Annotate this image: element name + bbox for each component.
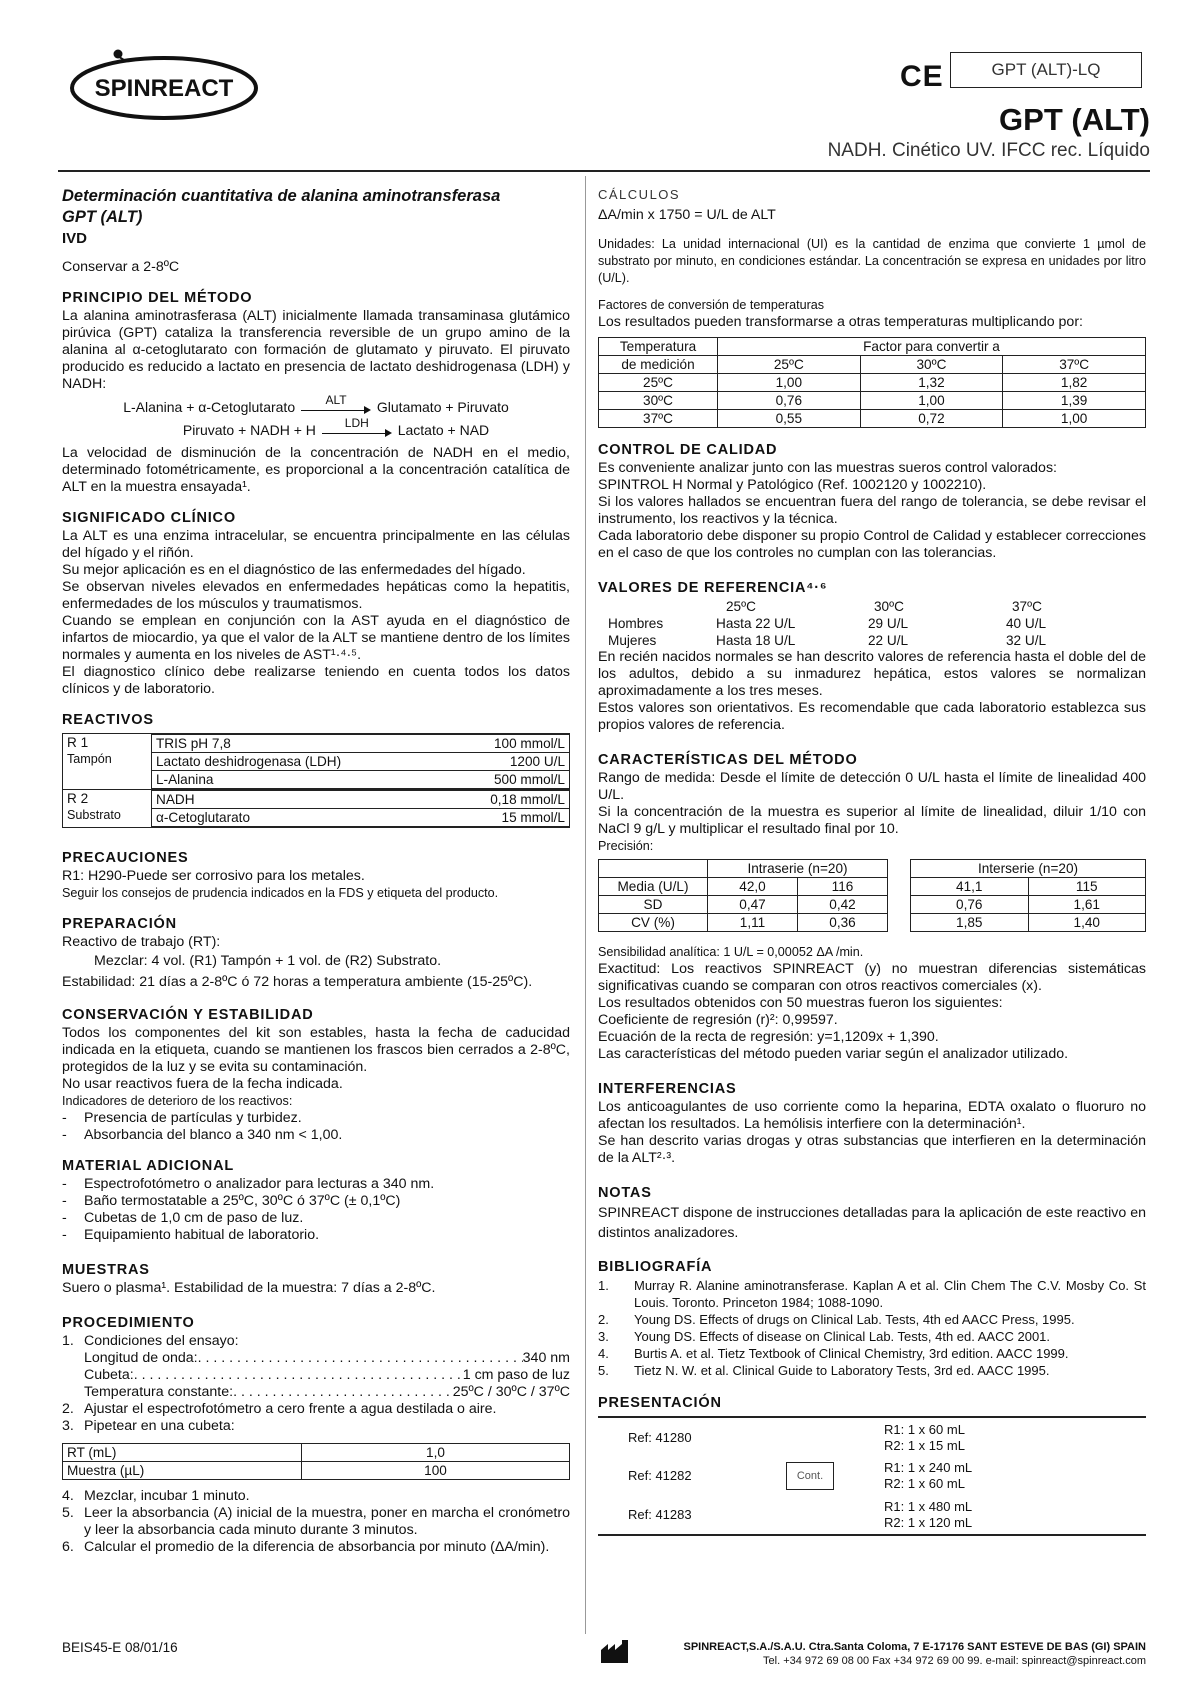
product-code-box: GPT (ALT)-LQ	[950, 52, 1142, 88]
temp-factor-table: Temperatura Factor para convertir a de medición 25ºC 30ºC 37ºC 25ºC 1,00 1,32 1,82 30ºC 0,76 1,00 1,39 37ºC 0,55 0,72 1,00	[598, 337, 1146, 428]
pipet-table: RT (mL) 1,0 Muestra (µL) 100	[62, 1443, 570, 1480]
precauciones-2: Seguir los consejos de prudencia indicados en la FDS y etiqueta del producto.	[62, 886, 499, 900]
caract-ecuacion: Ecuación de la recta de regresión: y=1,1209x + 1,390.	[598, 1029, 939, 1045]
list-item: 3. Young DS. Effects of disease on Clinical Lab. Tests, 4th ed. AACC 2001.	[598, 1329, 1051, 1344]
conservacion-3: Indicadores de deterioro de los reactivos:	[62, 1094, 293, 1108]
footer-company: SPINREACT,S.A./S.A.U. Ctra.Santa Coloma, 7 E-17176 SANT ESTEVE DE BAS (GI) SPAIN Tel. +34 972 69 08 00 Fax +34 972 69 00 99. e-mail: spinreact@spinreact.com	[600, 1640, 1146, 1668]
section-preparacion: PREPARACIÓN	[62, 916, 177, 932]
section-significado: SIGNIFICADO CLÍNICO	[62, 510, 236, 526]
section-reactivos: REACTIVOS	[62, 712, 154, 728]
ce-mark: CE	[900, 60, 944, 93]
bibliografia-list	[598, 1277, 1146, 1379]
header-divider	[58, 170, 1150, 172]
list-item: 2. Ajustar el espectrofotómetro a cero frente a agua destilada o aire.	[62, 1401, 497, 1417]
list-item: 4. Burtis A. et al. Tietz Textbook of Clinical Chemistry, 3rd edition. AACC 1999.	[598, 1346, 1069, 1361]
section-material: MATERIAL ADICIONAL	[62, 1158, 235, 1174]
conservacion-1: Todos los componentes del kit son estables, hasta la fecha de caducidad indicada en la etiqueta, cuando se mantienen los frascos bien cerrados a 2-8ºC, protegidos de la luz y se evita su contaminación.	[62, 1025, 570, 1075]
caract-coef: Coeficiente de regresión (r)²: 0,99597.	[598, 1012, 838, 1028]
significado-p3: Se observan niveles elevados en enfermedades hepáticas como la hepatitis, enfermedades de los músculos y traumatismos.	[62, 579, 570, 612]
list-item: - Presencia de partículas y turbidez.	[62, 1110, 302, 1126]
conservacion-2: No usar reactivos fuera de la fecha indicada.	[62, 1076, 343, 1092]
notas-text: SPINREACT dispone de instrucciones detalladas para la aplicación de este reactivo en distintos analizadores.	[598, 1205, 1146, 1241]
svg-text:SPINREACT: SPINREACT	[94, 75, 234, 102]
cont-box: Cont.	[786, 1462, 834, 1490]
column-divider	[585, 176, 586, 1634]
reactivos-table: R 1 Tampón TRIS pH 7,8 100 mmol/L Lactato deshidrogenasa (LDH) 1200 U/L L-Alanina 500 mmol/L R 2 Substrato NADH 0,18 mmol/L α-Cetoglutarato 15 mmol/L	[62, 733, 570, 828]
preparacion-3: Estabilidad: 21 días a 2-8ºC ó 72 horas a temperatura ambiente (15-25ºC).	[62, 974, 533, 990]
doc-heading: Determinación cuantitativa de alanina aminotransferasa	[62, 187, 501, 205]
significado-p5: El diagnostico clínico debe realizarse teniendo en cuenta todos los datos clínicos y de laboratorio.	[62, 664, 570, 697]
conservacion-list	[62, 1110, 570, 1144]
significado-p4: Cuando se emplean en conjunción con la AST ayuda en el diagnóstico de infartos de miocardio, ya que el valor de la ALT se mantiene dentro de los límites normales y aumenta en los niveles de AST¹·⁴·⁵.	[62, 613, 570, 663]
section-caracteristicas: CARACTERÍSTICAS DEL MÉTODO	[598, 752, 858, 768]
control-p4: Cada laboratorio debe disponer su propio Control de Calidad y establecer correcciones en el caso de que los controles no cumplan con las tolerancias.	[598, 528, 1146, 561]
list-item: - Equipamiento habitual de laboratorio.	[62, 1227, 320, 1243]
right-column	[598, 186, 1146, 1536]
precision-label: Precisión:	[598, 839, 654, 853]
control-p3: Si los valores hallados se encuentran fuera del rango de tolerancia, se debe revisar el instrumento, los reactivos y la técnica.	[598, 494, 1146, 527]
section-bibliografia: BIBLIOGRAFÍA	[598, 1259, 713, 1275]
reagent-r1-label: R 1 Tampón	[63, 734, 152, 790]
valores-table: 25ºC 30ºC 37ºC Hombres Hasta 22 U/L 29 U/L 40 U/L Mujeres Hasta 18 U/L 22 U/L 32 U/L	[608, 599, 1047, 648]
precision-inter-table: Interserie (n=20) 41,1 115 0,76 1,61 1,85 1,40	[910, 859, 1146, 932]
section-procedimiento: PROCEDIMIENTO	[62, 1315, 195, 1331]
section-valores: VALORES DE REFERENCIA⁴·⁶	[598, 580, 828, 596]
manufacturer-icon	[600, 1640, 630, 1664]
significado-p2: Su mejor aplicación es en el diagnóstico de las enfermedades del hígado.	[62, 562, 526, 578]
section-muestras: MUESTRAS	[62, 1262, 150, 1278]
page-title: GPT (ALT)	[999, 102, 1150, 137]
doc-heading-2: GPT (ALT)	[62, 208, 143, 226]
list-item: 2. Young DS. Effects of drugs on Clinical Lab. Tests, 4th ed AACC Press, 1995.	[598, 1312, 1075, 1327]
significado-p1: La ALT es una enzima intracelular, se encuentra principalmente en las células del hígado y el riñón.	[62, 528, 570, 561]
footer-doc-code: BEIS45-E 08/01/16	[62, 1640, 178, 1655]
page-subtitle: NADH. Cinético UV. IFCC rec. Líquido	[827, 140, 1150, 161]
material-list	[62, 1176, 570, 1244]
ivd-label: IVD	[62, 230, 88, 247]
interf-p1: Los anticoagulantes de uso corriente como la heparina, EDTA oxalato o fluoruro no afectan los resultados. La hemólisis interfiere con la determinación¹.	[598, 1099, 1146, 1132]
spinreact-logo	[66, 48, 262, 124]
list-item: - Cubetas de 1,0 cm de paso de luz.	[62, 1210, 304, 1226]
section-calculos: CÁLCULOS	[598, 187, 681, 202]
caract-sensibilidad: Sensibilidad analítica: 1 U/L = 0,00052 ΔA /min.	[598, 945, 864, 959]
factores-text: Los resultados pueden transformarse a otras temperaturas multiplicando por:	[598, 314, 1083, 330]
section-interferencias: INTERFERENCIAS	[598, 1081, 737, 1097]
proc-row: Cubeta: . . . 1 cm paso de luz	[84, 1367, 570, 1384]
section-principio: PRINCIPIO DEL MÉTODO	[62, 290, 253, 306]
precision-intra-table: Intraserie (n=20) Media (U/L) 42,0 116 SD 0,47 0,42 CV (%) 1,11 0,36	[598, 859, 888, 932]
procedimiento-list	[62, 1333, 570, 1350]
interf-p2: Se han descrito varias drogas y otras substancias que interfieren en la determinación de la ALT²·³.	[598, 1133, 1146, 1166]
control-p2: SPINTROL H Normal y Patológico (Ref. 1002120 y 1002210).	[598, 477, 987, 493]
caract-si: Si la concentración de la muestra es superior al límite de linealidad, diluir 1/10 con NaCl 9 g/L y multiplicar el resultado final por 10.	[598, 804, 1146, 837]
section-conservacion: CONSERVACIÓN Y ESTABILIDAD	[62, 1007, 314, 1023]
calculos-formula: ΔA/min x 1750 = U/L de ALT	[598, 207, 776, 223]
procedimiento-list-3	[62, 1488, 570, 1556]
valores-text-1: En recién nacidos normales se han descrito valores de referencia hasta el doble del de los adultos, debido a su inmadurez hepática, estos valores se normalizan aproximadamente a los tres meses.	[598, 649, 1146, 699]
left-column	[62, 186, 570, 1556]
list-item: 3. Pipetear en una cubeta:	[62, 1418, 235, 1434]
caract-variacion: Las características del método pueden variar según el analizador utilizado.	[598, 1046, 1069, 1062]
reagent-r2-label: R 2 Substrato	[63, 790, 152, 828]
presentacion-table: Ref: 41280 R1: 1 x 60 mL R2: 1 x 15 mL Ref: 41282 Cont. R1: 1 x 240 mL R2: 1 x 60 mL Ref: 41283 R1: 1 x 480 mL R2: 1 x 120 mL	[598, 1416, 1146, 1536]
list-item: 4. Mezclar, incubar 1 minuto.	[62, 1488, 250, 1504]
muestras-text: Suero o plasma¹. Estabilidad de la muestra: 7 días a 2-8ºC.	[62, 1280, 436, 1296]
caract-resultados: Los resultados obtenidos con 50 muestras fueron los siguientes:	[598, 995, 1003, 1011]
proc-conditions	[62, 1350, 570, 1401]
list-item: 1. Murray R. Alanine aminotransferase. Kaplan A et al. Clin Chem The C.V. Mosby Co. St Louis. Toronto. Princeton 1984; 1088-1090.	[598, 1278, 1146, 1310]
list-item: 5. Tietz N. W. et al. Clinical Guide to Laboratory Tests, 3rd ed. AACC 1995.	[598, 1363, 1050, 1378]
section-precauciones: PRECAUCIONES	[62, 850, 189, 866]
procedimiento-list-2	[62, 1401, 570, 1435]
principio-text: La alanina aminotrasferasa (ALT) inicialmente llamada transaminasa glutámico pirúvica (GPT) cataliza la transferencia reversible de un grupo amino de la alanina al α-cetoglutarato con formación de glutamato y piruvato. El piruvato producido es reducido a lactato en presencia de lactato deshidrogenasa (LDH) y NADH:	[62, 308, 570, 392]
precauciones-1: R1: H290-Puede ser corrosivo para los metales.	[62, 868, 365, 884]
section-notas: NOTAS	[598, 1185, 652, 1201]
proc-row: Temperatura constante: . . . 25ºC / 30ºC / 37ºC	[84, 1384, 570, 1401]
precision-tables	[598, 859, 1146, 932]
section-presentacion: PRESENTACIÓN	[598, 1395, 722, 1411]
principio-text-2: La velocidad de disminución de la concentración de NADH en el medio, determinado fotométricamente, es proporcional a la concentración catalítica de ALT en la muestra ensayada¹.	[62, 445, 570, 495]
list-item: 6. Calcular el promedio de la diferencia de absorbancia por minuto (ΔA/min).	[62, 1539, 550, 1555]
list-item: - Espectrofotómetro o analizador para lecturas a 340 nm.	[62, 1176, 435, 1192]
reaction-1: L-Alanina + α-Cetoglutarato ALT Glutamato + Piruvato	[123, 393, 509, 415]
preparacion-2: Mezclar: 4 vol. (R1) Tampón + 1 vol. de (R2) Substrato.	[94, 953, 442, 969]
unidades-text: Unidades: La unidad internacional (UI) es la cantidad de enzima que convierte 1 µmol de substrato por minuto, en condiciones estándar. La concentración se expresa en unidades por litro (U/L).	[598, 237, 1146, 285]
list-item: 5. Leer la absorbancia (A) inicial de la muestra, poner en marcha el cronómetro y leer la absorbancia cada minuto durante 3 minutos.	[62, 1505, 570, 1538]
caract-exactitud: Exactitud: Los reactivos SPINREACT (y) no muestran diferencias sistemáticas significativas cuando se comparan con otros reactivos comerciales (x).	[598, 961, 1146, 994]
list-item: - Absorbancia del blanco a 340 nm < 1,00.	[62, 1127, 343, 1143]
storage-note: Conservar a 2-8ºC	[62, 259, 180, 275]
valores-text-2: Estos valores son orientativos. Es recomendable que cada laboratorio establezca sus propios valores de referencia.	[598, 700, 1146, 733]
control-p1: Es conveniente analizar junto con las muestras sueros control valorados:	[598, 460, 1057, 476]
section-control: CONTROL DE CALIDAD	[598, 442, 778, 458]
list-item: 1. Condiciones del ensayo:	[62, 1333, 239, 1349]
list-item: - Baño termostatable a 25ºC, 30ºC ó 37ºC (± 0,1ºC)	[62, 1193, 401, 1209]
reaction-2: Piruvato + NADH + H LDH Lactato + NAD	[182, 416, 490, 438]
caract-rango: Rango de medida: Desde el límite de detección 0 U/L hasta el límite de linealidad 400 U/L.	[598, 770, 1146, 803]
preparacion-1: Reactivo de trabajo (RT):	[62, 934, 221, 950]
factores-title: Factores de conversión de temperaturas	[598, 298, 825, 312]
proc-row: Longitud de onda: . . . 340 nm	[84, 1350, 570, 1367]
